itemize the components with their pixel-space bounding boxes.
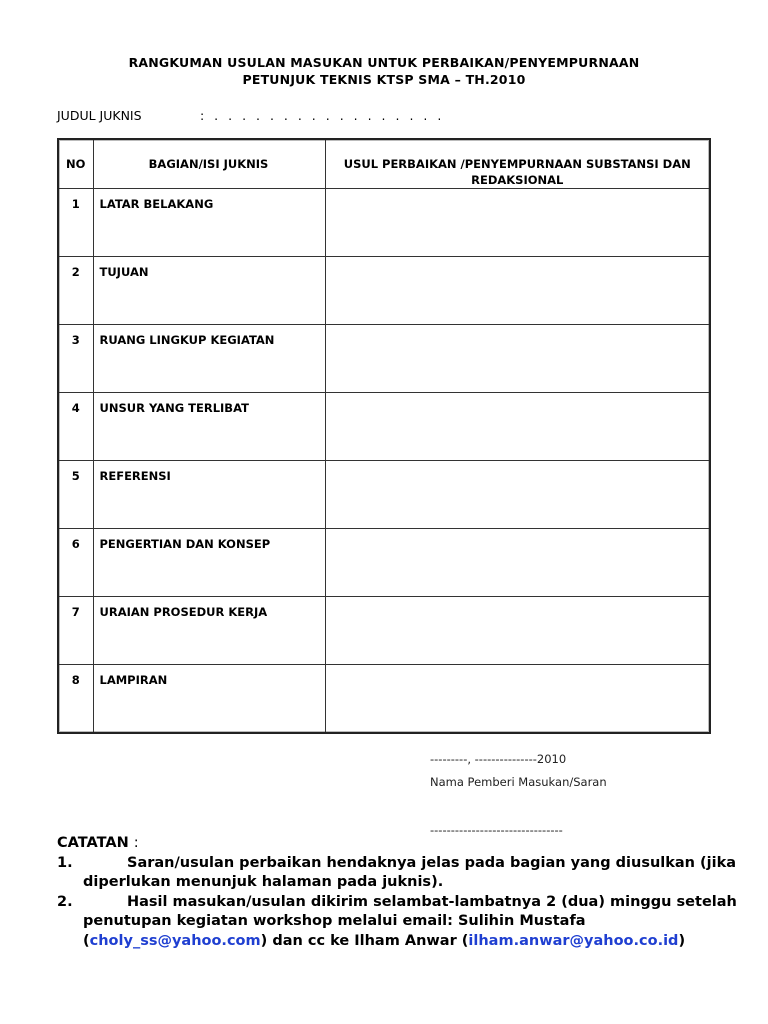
row-bagian: LATAR BELAKANG bbox=[93, 189, 325, 257]
note-item-1 bbox=[57, 854, 737, 893]
table-row bbox=[58, 257, 710, 325]
note-text-line-2: diperlukan menunjuk halaman pada juknis). bbox=[83, 874, 444, 890]
note-number: 1. bbox=[57, 854, 73, 871]
row-no: 4 bbox=[58, 393, 93, 461]
note-text-line-1: Saran/usulan perbaikan hendaknya jelas pada bagian yang diusulkan (jika bbox=[127, 854, 737, 871]
note-text-line-3: dan cc ke Ilham Anwar bbox=[272, 932, 457, 949]
header-bagian: BAGIAN/ISI JUKNIS bbox=[93, 139, 325, 189]
row-usul-cell[interactable] bbox=[325, 257, 710, 325]
header-usul: USUL PERBAIKAN /PENYEMPURNAAN SUBSTANSI DAN REDAKSIONAL bbox=[325, 139, 710, 189]
email-link-choly[interactable]: choly_ss@yahoo.com bbox=[89, 932, 261, 949]
table-row bbox=[58, 597, 710, 665]
usulan-table bbox=[57, 138, 711, 734]
row-no: 6 bbox=[58, 529, 93, 597]
row-usul-cell[interactable] bbox=[325, 597, 710, 665]
row-no: 3 bbox=[58, 325, 93, 393]
note-text-line-2: penutupan kegiatan workshop melalui email: Sulihin Mustafa bbox=[83, 913, 586, 929]
email-link-ilham[interactable]: ilham.anwar@yahoo.co.id bbox=[468, 932, 679, 949]
table-row bbox=[58, 393, 710, 461]
notes-heading-sep: : bbox=[133, 835, 139, 851]
row-no: 8 bbox=[58, 665, 93, 733]
note-item-2: 2. Hasil masukan/usulan dikirim selambat-lambatnya 2 (dua) minggu setelah penutupan kegiatan workshop melalui email: Sulihin Mustafa (choly_ss@yahoo.com) dan cc ke Ilham Anwar (ilham.anwar@yahoo.co.id) bbox=[57, 893, 737, 949]
header-no: NO bbox=[58, 139, 93, 189]
judul-juknis-field bbox=[57, 108, 445, 123]
row-bagian: RUANG LINGKUP KEGIATAN bbox=[93, 325, 325, 393]
row-bagian: TUJUAN bbox=[93, 257, 325, 325]
row-usul-cell[interactable] bbox=[325, 665, 710, 733]
table-row bbox=[58, 461, 710, 529]
row-bagian: REFERENSI bbox=[93, 461, 325, 529]
row-bagian: UNSUR YANG TERLIBAT bbox=[93, 393, 325, 461]
signature-name-label: Nama Pemberi Masukan/Saran bbox=[430, 775, 607, 789]
row-usul-cell[interactable] bbox=[325, 461, 710, 529]
row-usul-cell[interactable] bbox=[325, 529, 710, 597]
table-row bbox=[58, 665, 710, 733]
row-no: 5 bbox=[58, 461, 93, 529]
row-bagian: PENGERTIAN DAN KONSEP bbox=[93, 529, 325, 597]
note-text-line-1: Hasil masukan/usulan dikirim selambat-lambatnya 2 (dua) minggu setelah bbox=[127, 893, 737, 910]
notes-heading-label: CATATAN bbox=[57, 835, 129, 851]
notes-section bbox=[57, 834, 737, 951]
document-title-line-2: PETUNJUK TEKNIS KTSP SMA – TH.2010 bbox=[242, 72, 526, 87]
row-bagian: URAIAN PROSEDUR KERJA bbox=[93, 597, 325, 665]
row-no: 7 bbox=[58, 597, 93, 665]
table-row bbox=[58, 325, 710, 393]
row-usul-cell[interactable] bbox=[325, 189, 710, 257]
table-row bbox=[58, 189, 710, 257]
table-header-row bbox=[58, 139, 710, 189]
note-number: 2. bbox=[57, 893, 73, 910]
row-no: 2 bbox=[58, 257, 93, 325]
row-usul-cell[interactable] bbox=[325, 393, 710, 461]
row-bagian: LAMPIRAN bbox=[93, 665, 325, 733]
signature-line: -------------------------------- bbox=[430, 823, 563, 837]
document-title-line-1: RANGKUMAN USULAN MASUKAN UNTUK PERBAIKAN/PENYEMPURNAAN bbox=[128, 55, 640, 70]
judul-juknis-value: : . . . . . . . . . . . . . . . . . bbox=[200, 108, 445, 123]
table-row bbox=[58, 529, 710, 597]
judul-juknis-label: JUDUL JUKNIS bbox=[57, 108, 142, 123]
signature-date-line: ---------, ---------------2010 bbox=[430, 752, 567, 766]
row-usul-cell[interactable] bbox=[325, 325, 710, 393]
row-no: 1 bbox=[58, 189, 93, 257]
notes-heading bbox=[57, 834, 737, 854]
